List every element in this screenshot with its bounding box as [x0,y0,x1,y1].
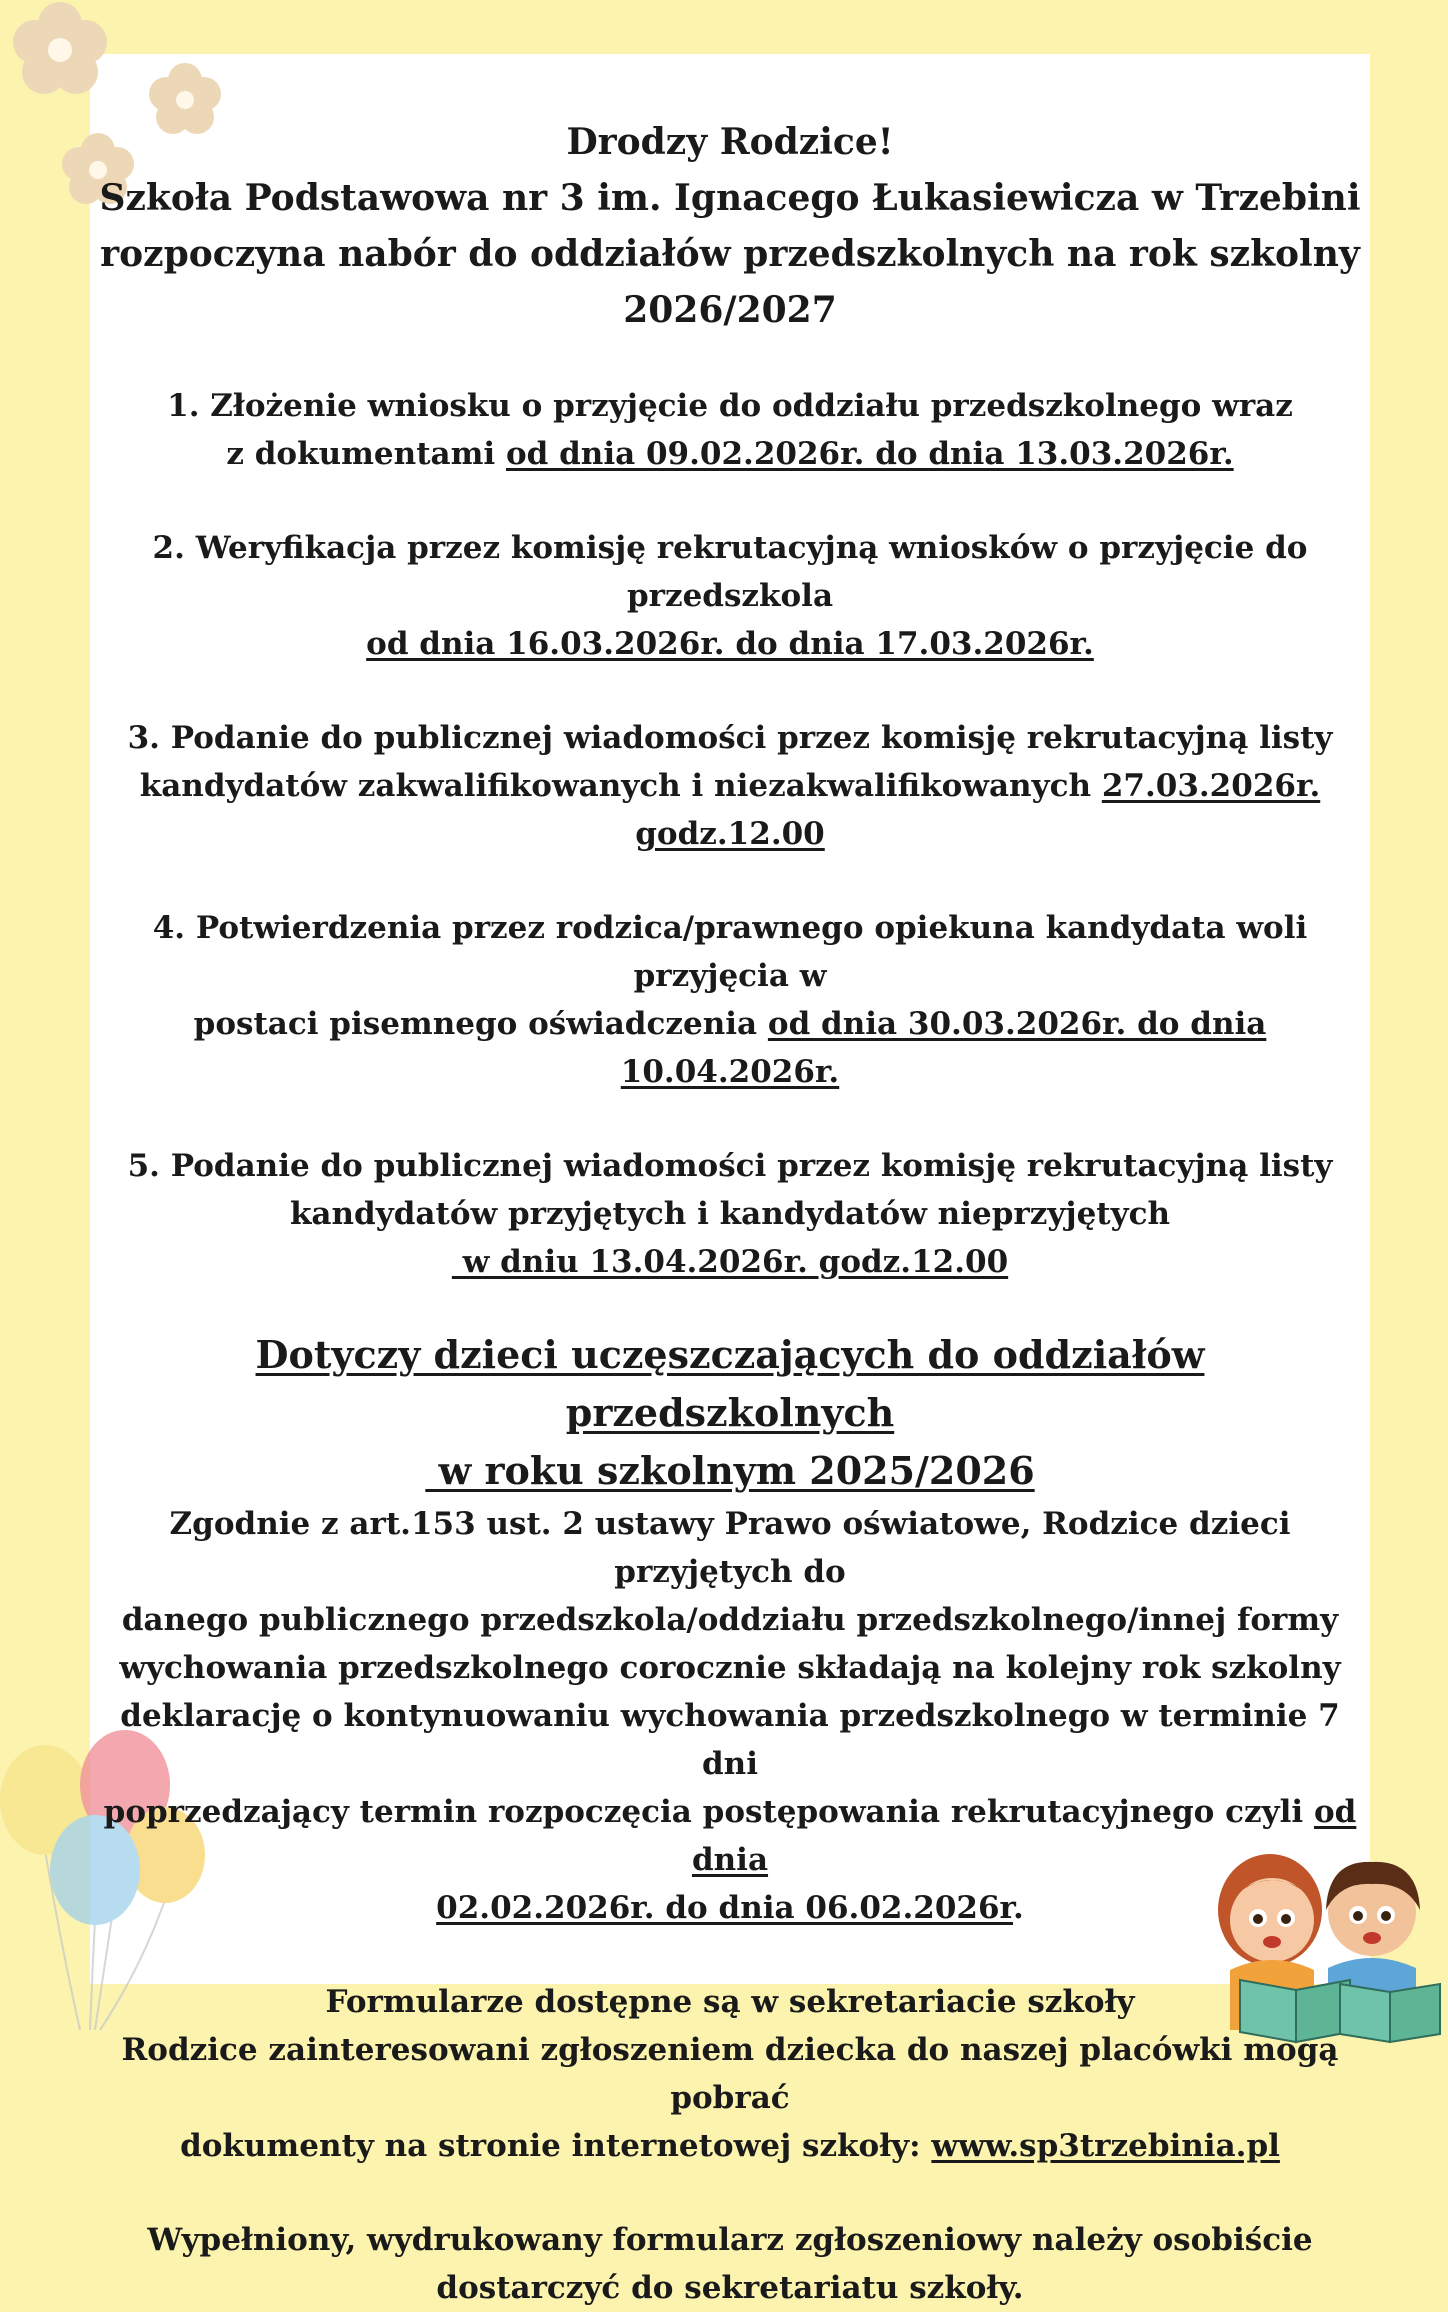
step-5-line-3 [90,1238,1370,1286]
school-year: 2026/2027 [623,289,837,331]
continuation-p6 [90,1884,1370,1932]
continuation-p4: deklarację o kontynuowaniu wychowania przedszkolnego w terminie 7 dni [120,1698,1340,1782]
step-4-date: od dnia 30.03.2026r. do dnia 10.04.2026r. [620,1006,1267,1090]
closing-line-2: dostarczyć do sekretariatu szkoły. [436,2270,1024,2306]
step-1-line-1: 1. Złożenie wniosku o przyjęcie do oddziału przedszkolnego wraz [167,388,1293,424]
continuation-p3: wychowania przedszkolnego corocznie składają na kolejny rok szkolny [119,1650,1341,1686]
school-website-link[interactable]: www.sp3trzebinia.pl [931,2128,1280,2164]
forms-line-3 [90,2122,1370,2170]
continuation-period: . [1013,1890,1024,1926]
announcement-content [90,54,1370,2312]
continuation-p2: danego publicznego przedszkola/oddziału przedszkolnego/innej formy [121,1602,1339,1638]
forms-text: dokumenty na stronie internetowej szkoły: [180,2128,932,2164]
continuation-p5-text: poprzedzający termin rozpoczęcia postępowania rekrutacyjnego czyli [103,1794,1314,1830]
step-5-line-1: 5. Podanie do publicznej wiadomości przez komisję rekrutacyjną listy [127,1148,1333,1184]
continuation-title-2: w roku szkolnym 2025/2026 [425,1448,1035,1493]
step-4-line-2 [90,1000,1370,1096]
school-name-line: Szkoła Podstawowa nr 3 im. Ignacego Łukasiewicza w Trzebini [99,177,1361,219]
step-1-line-2 [90,430,1370,478]
continuation-p1: Zgodnie z art.153 ust. 2 ustawy Prawo oświatowe, Rodzice dzieci przyjętych do [169,1506,1291,1590]
step-2-date: od dnia 16.03.2026r. do dnia 17.03.2026r. [366,626,1094,662]
step-4-line-1: 4. Potwierdzenia przez rodzica/prawnego opiekuna kandydata woli przyjęcia w [152,910,1308,994]
recruitment-line: rozpoczyna nabór do oddziałów przedszkolnych na rok szkolny [100,233,1360,275]
step-3-line-2 [90,762,1370,858]
step-2-line-1: 2. Weryfikacja przez komisję rekrutacyjną wniosków o przyjęcie do przedszkola [152,530,1308,614]
step-4-text: postaci pisemnego oświadczenia [193,1006,768,1042]
step-1-date: od dnia 09.02.2026r. do dnia 13.03.2026r. [505,436,1234,472]
forms-line-2: Rodzice zainteresowani zgłoszeniem dziecka do naszej placówki mogą pobrać [121,2032,1339,2116]
greeting: Drodzy Rodzice! [566,121,894,163]
continuation-p5 [90,1788,1370,1884]
step-5-date: w dniu 13.04.2026r. godz.12.00 [451,1244,1009,1280]
closing-line-1: Wypełniony, wydrukowany formularz zgłoszeniowy należy osobiście [147,2222,1313,2258]
step-3-text: kandydatów zakwalifikowanych i niezakwalifikowanych [139,768,1102,804]
step-2-line-2 [90,620,1370,668]
continuation-title-1: Dotyczy dzieci uczęszczających do oddziałów przedszkolnych [255,1332,1205,1435]
continuation-date-start: od dnia [691,1794,1357,1878]
step-3-line-1: 3. Podanie do publicznej wiadomości przez komisję rekrutacyjną listy [127,720,1333,756]
forms-line-1: Formularze dostępne są w sekretariacie szkoły [325,1984,1135,2020]
continuation-date-range: 02.02.2026r. do dnia 06.02.2026r [436,1890,1014,1926]
step-3-date: 27.03.2026r. godz.12.00 [635,768,1321,852]
step-5-line-2: kandydatów przyjętych i kandydatów nieprzyjętych [289,1196,1171,1232]
step-1-text: z dokumentami [226,436,506,472]
